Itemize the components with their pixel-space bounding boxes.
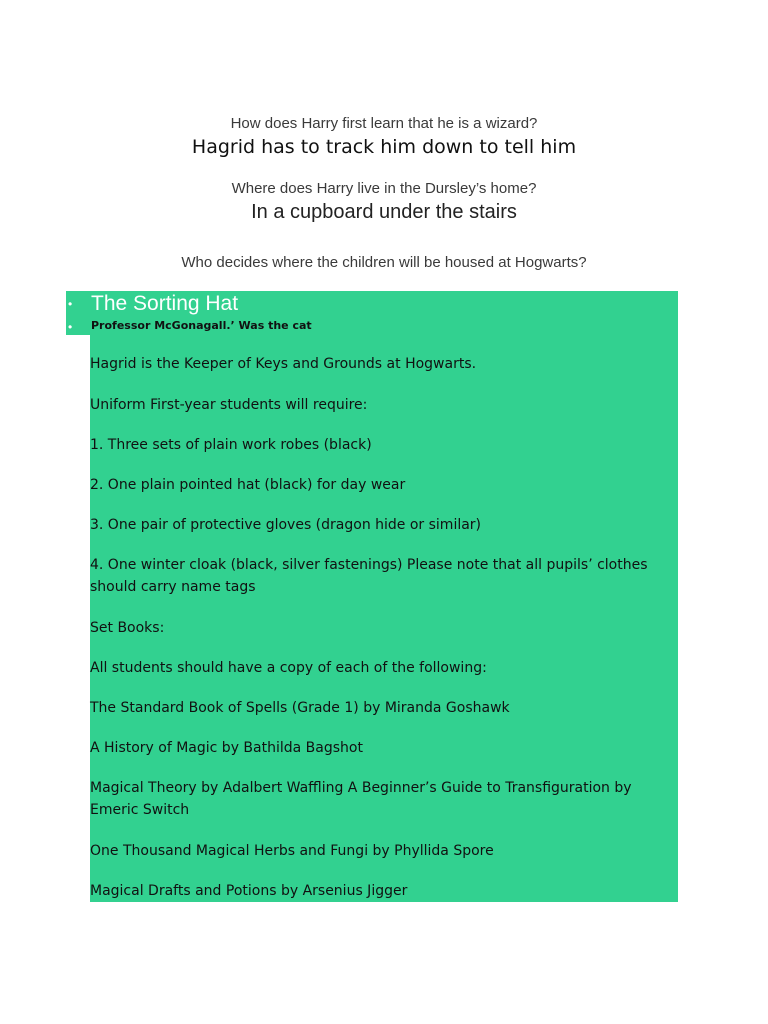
- question-3: Who decides where the children will be housed at Hogwarts?: [181, 254, 587, 271]
- question-2: Where does Harry live in the Dursley’s home?: [231, 180, 537, 197]
- bullet-item-sorting-hat: The Sorting Hat: [91, 292, 239, 315]
- text-line: 4. One winter cloak (black, silver fastenings) Please note that all pupils’ clothes should carry name tags: [90, 557, 648, 595]
- bullet-marker-1: •: [68, 297, 73, 311]
- text-line: The Standard Book of Spells (Grade 1) by Miranda Goshawk: [90, 700, 510, 716]
- bullet-marker-2: •: [68, 320, 73, 334]
- text-line: Uniform First-year students will require:: [90, 397, 368, 413]
- text-line: Magical Theory by Adalbert Waffling A Beginner’s Guide to Transfiguration by Emeric Switch: [90, 780, 632, 818]
- question-1: How does Harry first learn that he is a wizard?: [230, 115, 538, 132]
- text-line: 2. One plain pointed hat (black) for day wear: [90, 477, 406, 493]
- answer-1: Hagrid has to track him down to tell him: [191, 136, 577, 158]
- text-line: 1. Three sets of plain work robes (black): [90, 437, 372, 453]
- text-line: Set Books:: [90, 620, 165, 636]
- answer-2: In a cupboard under the stairs: [251, 201, 517, 223]
- bullet-item-mcgonagall: Professor McGonagall.’ Was the cat: [91, 319, 312, 332]
- text-line: All students should have a copy of each of the following:: [90, 660, 487, 676]
- text-line: Hagrid is the Keeper of Keys and Grounds at Hogwarts.: [90, 356, 477, 372]
- text-line: A History of Magic by Bathilda Bagshot: [90, 740, 363, 756]
- text-line: Magical Drafts and Potions by Arsenius Jigger: [90, 883, 408, 899]
- text-line: One Thousand Magical Herbs and Fungi by Phyllida Spore: [90, 843, 494, 859]
- text-line: 3. One pair of protective gloves (dragon hide or similar): [90, 517, 482, 533]
